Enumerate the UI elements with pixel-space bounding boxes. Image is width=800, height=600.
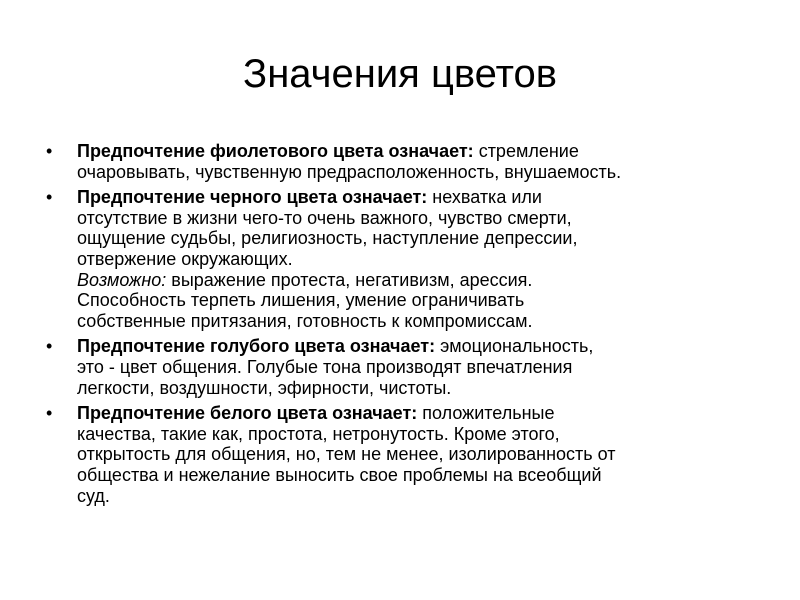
bullet-line xyxy=(77,141,756,162)
bullet-line xyxy=(77,403,756,424)
bullet-line: это - цвет общения. Голубые тона производят впечатления xyxy=(77,356,573,377)
bullet-line: суд. xyxy=(77,485,110,506)
bullet-line: легкости, воздушности, эфирности, чистоты. xyxy=(77,377,452,398)
bullet-text: стремление xyxy=(473,141,579,161)
slide-title: Значения цветов xyxy=(243,52,557,96)
bullet-line: отвержение окружающих. xyxy=(77,248,293,269)
bullet-text: положительные xyxy=(417,403,555,424)
bullet-line: отсутствие в жизни чего-то очень важного, чувство смерти, xyxy=(77,207,572,228)
bullet-text: выражение протеста, негативизм, арессия. xyxy=(166,269,533,290)
bullet-line: очаровывать, чувственную предрасположенность, внушаемость. xyxy=(77,161,622,182)
bullet-line xyxy=(77,187,756,208)
bullet-item-black xyxy=(46,187,756,331)
bullet-line: общества и нежелание выносить свое проблемы на всеобщий xyxy=(77,464,602,485)
bullet-text: нехватка или xyxy=(427,187,542,208)
bullet-lead: Предпочтение фиолетового цвета означает: xyxy=(77,141,474,161)
bullet-dot-icon: • xyxy=(46,336,53,357)
bullet-line: качества, такие как, простота, нетронутость. Кроме этого, xyxy=(77,423,560,444)
bullet-line: собственные притязания, готовность к компромиссам. xyxy=(77,310,533,331)
bullet-dot-icon: • xyxy=(46,141,53,161)
bullet-lead: Предпочтение голубого цвета означает: xyxy=(77,336,436,357)
bullet-list xyxy=(46,141,756,511)
bullet-item-white xyxy=(46,403,756,506)
bullet-item-violet xyxy=(46,141,756,182)
bullet-text: эмоциональность, xyxy=(435,336,594,357)
bullet-item-blue xyxy=(46,336,756,398)
bullet-line: открытость для общения, но, тем не менее, изолированность от xyxy=(77,444,616,465)
bullet-dot-icon: • xyxy=(46,403,53,424)
bullet-lead: Предпочтение черного цвета означает: xyxy=(77,187,428,208)
bullet-line: Способность терпеть лишения, умение ограничивать xyxy=(77,290,525,311)
bullet-line xyxy=(77,270,756,291)
bullet-line: ощущение судьбы, религиозность, наступление депрессии, xyxy=(77,228,578,249)
bullet-dot-icon: • xyxy=(46,187,53,208)
bullet-lead: Предпочтение белого цвета означает: xyxy=(77,403,418,424)
bullet-line xyxy=(77,336,756,357)
emphasis-label: Возможно: xyxy=(77,269,167,290)
